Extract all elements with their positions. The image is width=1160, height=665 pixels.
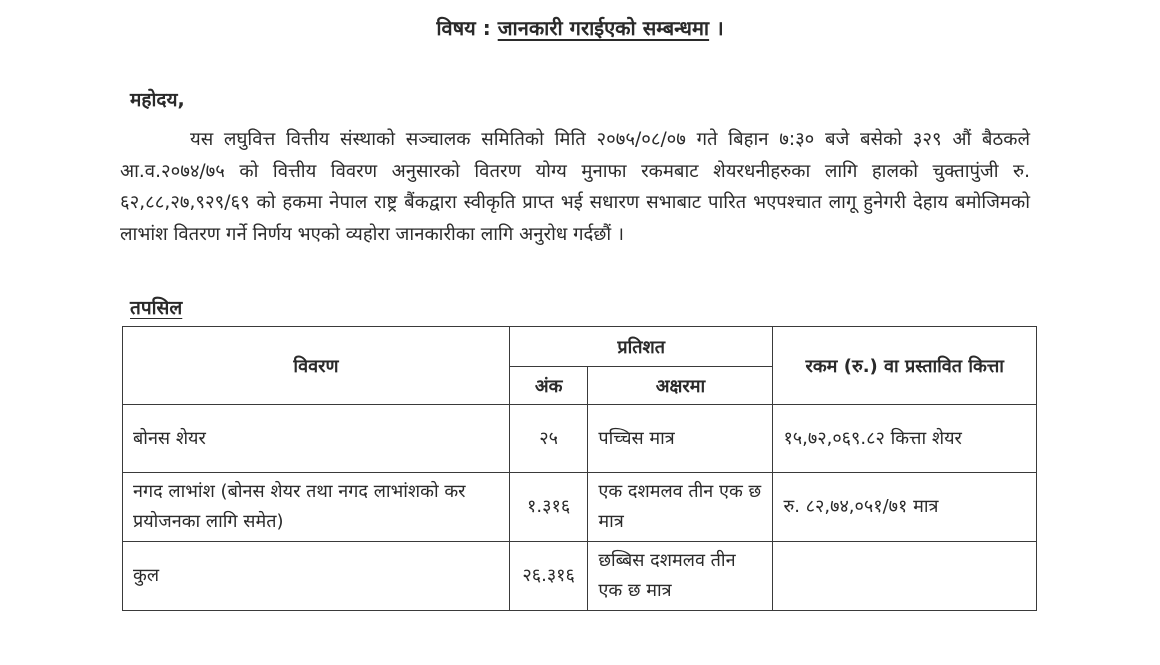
dividend-table (122, 326, 1037, 611)
row-description: बोनस शेयर (123, 405, 510, 473)
section-title: तपसिल (130, 297, 183, 319)
subject-suffix: । (716, 16, 724, 40)
body-paragraph: यस लघुवित्त वित्तीय संस्थाको सञ्चालक समितिको मिति २०७५/०८/०७ गते बिहान ७:३० बजे बसेको ३२९ औं बैठकले आ.व.२०७४/७५ को वित्तीय विवरण अनुसारको वितरण योग्य मुनाफा रकमबाट शेयरधनीहरुका लागि हालको चुक्तापुंजी रु. ६२,८८,२७,९२९/६९ को हकमा नेपाल राष्ट्र बैंकद्वारा स्वीकृति प्राप्त भई सधारण सभाबाट पारित भएपश्चात लागू हुनेगरी देहाय बमोजिमको लाभांश वितरण गर्ने निर्णय भएको व्यहोरा जानकारीका लागि अनुरोध गर्दछौं । (120, 129, 1030, 245)
row-in-words: पच्चिस मात्र (588, 405, 773, 473)
row-amount (773, 542, 1037, 611)
row-figure: १.३१६ (509, 473, 588, 542)
row-figure: २५ (509, 405, 588, 473)
header-description: विवरण (123, 327, 510, 405)
header-in-words: अक्षरमा (588, 367, 773, 405)
salutation: महोदय, (130, 89, 185, 111)
row-description: नगद लाभांश (बोनस शेयर तथा नगद लाभांशको कर प्रयोजनका लागि समेत) (123, 473, 510, 542)
row-amount: रु. ८२,७४,०५१/७१ मात्र (773, 473, 1037, 542)
header-figure: अंक (509, 367, 588, 405)
table-row (123, 405, 1037, 473)
subject-title: जानकारी गराईएको सम्बन्धमा (497, 16, 710, 40)
header-percentage: प्रतिशत (509, 327, 773, 367)
table-header-row (123, 327, 1037, 367)
letter-subject (0, 14, 1160, 41)
table-row (123, 542, 1037, 611)
row-in-words: एक दशमलव तीन एक छ मात्र (588, 473, 773, 542)
table-row (123, 473, 1037, 542)
header-amount: रकम (रु.) वा प्रस्तावित कित्ता (773, 327, 1037, 405)
row-amount: १५,७२,०६९.८२ कित्ता शेयर (773, 405, 1037, 473)
row-description: कुल (123, 542, 510, 611)
row-figure: २६.३१६ (509, 542, 588, 611)
subject-prefix: विषय : (436, 16, 491, 40)
row-in-words: छब्बिस दशमलव तीन एक छ मात्र (588, 542, 773, 611)
